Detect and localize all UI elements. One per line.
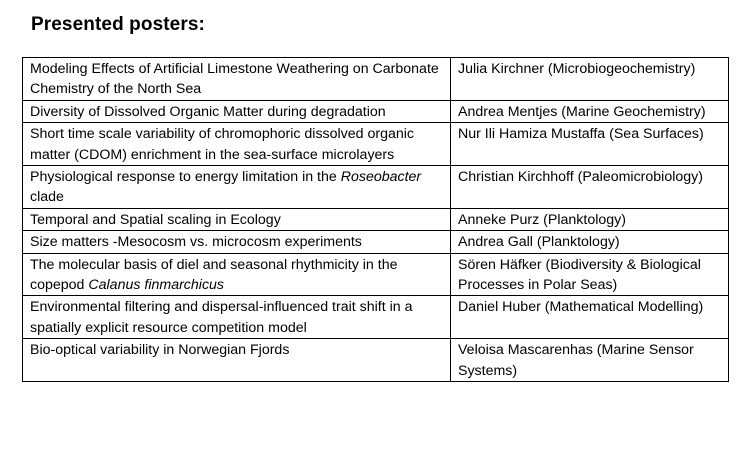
poster-author: Daniel Huber (Mathematical Modelling) bbox=[458, 299, 704, 316]
poster-author-cell bbox=[451, 339, 729, 382]
poster-author: Andrea Gall (Planktology) bbox=[458, 234, 620, 251]
poster-title-italic: Calanus finmarchicus bbox=[88, 277, 225, 294]
table-row bbox=[23, 58, 729, 101]
poster-title: Modeling Effects of Artificial Limestone Weathering on Carbonate Chemistry of the North Sea bbox=[30, 61, 439, 98]
poster-title-cell bbox=[23, 100, 451, 122]
poster-title-cell bbox=[23, 166, 451, 209]
poster-author-cell bbox=[451, 123, 729, 166]
poster-author: Nur Ili Hamiza Mustaffa (Sea Surfaces) bbox=[458, 126, 704, 143]
poster-title-cell bbox=[23, 123, 451, 166]
poster-title: Environmental filtering and dispersal-influenced trait shift in a spatially explicit resource competition model bbox=[30, 299, 413, 336]
poster-author-cell bbox=[451, 296, 729, 339]
poster-title: Diversity of Dissolved Organic Matter during degradation bbox=[30, 103, 386, 120]
poster-author-cell bbox=[451, 58, 729, 101]
table-row bbox=[23, 208, 729, 230]
poster-title: Bio-optical variability in Norwegian Fjords bbox=[30, 342, 290, 359]
poster-title-cell bbox=[23, 208, 451, 230]
poster-author-cell bbox=[451, 100, 729, 122]
poster-title-cell bbox=[23, 231, 451, 253]
table-row bbox=[23, 166, 729, 209]
page-title: Presented posters: bbox=[31, 14, 205, 35]
table-row bbox=[23, 231, 729, 253]
poster-title-cell bbox=[23, 339, 451, 382]
poster-author: Andrea Mentjes (Marine Geochemistry) bbox=[458, 103, 706, 120]
poster-author-cell bbox=[451, 166, 729, 209]
table-row bbox=[23, 339, 729, 382]
table-row bbox=[23, 100, 729, 122]
poster-author: Sören Häfker (Biodiversity & Biological Processes in Polar Seas) bbox=[458, 256, 701, 294]
posters-table bbox=[22, 57, 729, 382]
poster-author-cell bbox=[451, 253, 729, 296]
table-row bbox=[23, 296, 729, 339]
poster-title-suffix: clade bbox=[30, 189, 64, 206]
poster-title-cell bbox=[23, 58, 451, 101]
poster-author: Christian Kirchhoff (Paleomicrobiology) bbox=[458, 169, 703, 186]
poster-author: Veloisa Mascarenhas (Marine Sensor Systems) bbox=[458, 342, 694, 379]
table-row bbox=[23, 123, 729, 166]
poster-title: The molecular basis of diel and seasonal rhythmicity in the copepod bbox=[30, 256, 398, 294]
table-row bbox=[23, 253, 729, 296]
poster-author-cell bbox=[451, 208, 729, 230]
poster-author-cell bbox=[451, 231, 729, 253]
poster-title: Size matters -Mesocosm vs. microcosm experiments bbox=[30, 234, 362, 251]
poster-title-cell bbox=[23, 296, 451, 339]
poster-author: Julia Kirchner (Microbiogeochemistry) bbox=[458, 61, 696, 77]
poster-title: Short time scale variability of chromophoric dissolved organic matter (CDOM) enrichment in the sea-surface microlayers bbox=[30, 126, 415, 163]
poster-title-cell bbox=[23, 253, 451, 296]
poster-title-italic: Roseobacter bbox=[340, 169, 422, 186]
poster-author: Anneke Purz (Planktology) bbox=[458, 211, 626, 228]
poster-title: Temporal and Spatial scaling in Ecology bbox=[30, 211, 281, 228]
poster-title: Physiological response to energy limitation in the bbox=[30, 169, 341, 186]
